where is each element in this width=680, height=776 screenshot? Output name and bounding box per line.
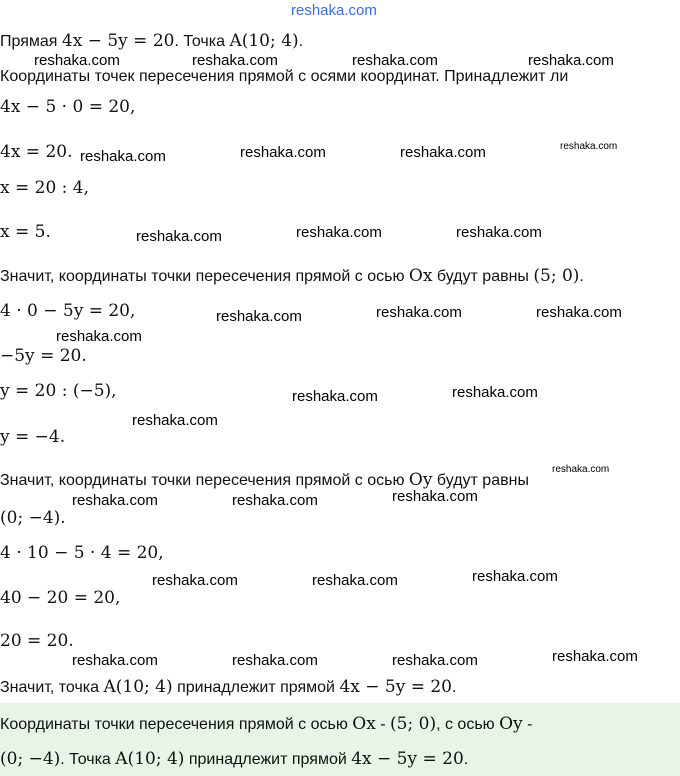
wm: reshaka.com [34,52,120,69]
wm: reshaka.com [552,464,610,475]
wm: reshaka.com [216,308,302,325]
wm: reshaka.com [528,52,614,69]
wm: reshaka.com [392,652,478,669]
answer-box [0,703,680,776]
wm: reshaka.com [80,148,166,165]
wm: reshaka.com [452,384,538,401]
problem-line-1: Прямая 4x − 5y = 20. Точка A(10; 4). [0,31,304,51]
wm: reshaka.com [232,652,318,669]
watermark-top: reshaka.com [291,2,377,19]
equation-line: 4 · 0 − 5y = 20, [0,301,136,321]
wm: reshaka.com [292,388,378,405]
wm: reshaka.com [472,568,558,585]
equation-line: (0; −4). [0,508,66,528]
problem-line-2: Координаты точек пересечения прямой с осями координат. Принадлежит ли [0,68,569,85]
wm: reshaka.com [72,492,158,509]
wm: reshaka.com [240,144,326,161]
result-line-point: Значит, точка A(10; 4) принадлежит прямой 4x − 5y = 20. [0,677,457,697]
wm: reshaka.com [232,492,318,509]
wm: reshaka.com [132,412,218,429]
wm: reshaka.com [192,52,278,69]
equation-line: −5y = 20. [0,346,87,366]
equation-line: 40 − 20 = 20, [0,588,121,608]
result-line-ox: Значит, координаты точки пересечения прямой с осью Ox будут равны (5; 0). [0,266,584,286]
equation-line: x = 5. [0,222,51,242]
wm: reshaka.com [136,228,222,245]
equation-line: 20 = 20. [0,631,74,651]
equation-line: 4 · 10 − 5 · 4 = 20, [0,543,164,563]
wm: reshaka.com [376,304,462,321]
equation-line: x = 20 : 4, [0,178,90,198]
answer-line-1: Координаты точки пересечения прямой с осью Ox - (5; 0), с осью Oy - [0,714,533,734]
wm: reshaka.com [152,572,238,589]
wm: reshaka.com [296,224,382,241]
wm: reshaka.com [560,141,618,152]
wm: reshaka.com [56,328,142,345]
equation-line: y = 20 : (−5), [0,381,117,401]
wm: reshaka.com [72,652,158,669]
wm: reshaka.com [400,144,486,161]
wm: reshaka.com [456,224,542,241]
wm: reshaka.com [392,488,478,505]
wm: reshaka.com [552,648,638,665]
answer-line-2: (0; −4). Точка A(10; 4) принадлежит прямой 4x − 5y = 20. [0,749,469,769]
equation-line: 4x = 20. [0,142,73,162]
wm: reshaka.com [536,304,622,321]
equation-line: y = −4. [0,427,66,447]
wm: reshaka.com [352,52,438,69]
result-line-oy: Значит, координаты точки пересечения прямой с осью Oy будут равны [0,470,529,490]
equation-line: 4x − 5 · 0 = 20, [0,97,136,117]
wm: reshaka.com [312,572,398,589]
